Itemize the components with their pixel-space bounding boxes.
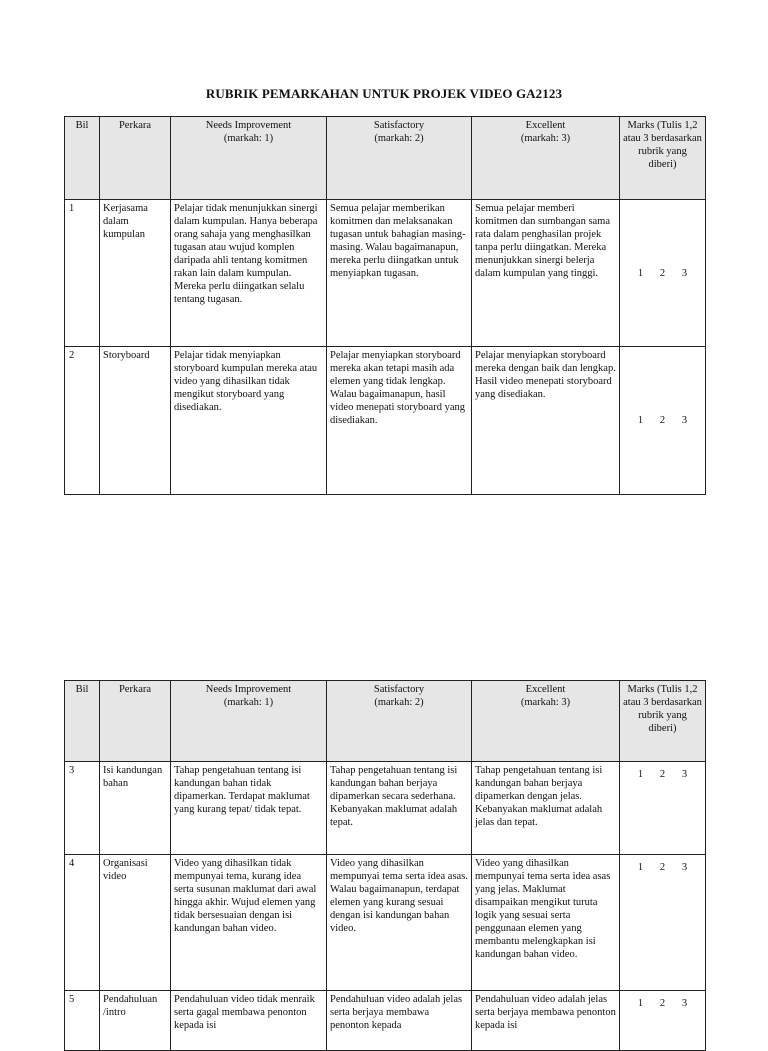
mark-option-2[interactable]: 2: [659, 862, 666, 873]
row-satisfactory: Video yang dihasilkan mempunyai tema serta idea asas. Walau bagaimanapun, terdapat elemen yang kurang sesuai dengan isi kandungan bahan video.: [327, 855, 472, 991]
row-perkara: Storyboard: [100, 347, 171, 495]
mark-option-3[interactable]: 3: [681, 769, 688, 780]
row-needs-improvement: Pelajar tidak menyiapkan storyboard kumpulan mereka atau video yang dihasilkan tidak mengikut storyboard yang disediakan.: [171, 347, 327, 495]
header-satisfactory: Satisfactory (markah: 2): [327, 117, 472, 200]
mark-option-2[interactable]: 2: [659, 769, 666, 780]
table-row: [65, 762, 706, 855]
table-row: [65, 855, 706, 991]
header-satisfactory: Satisfactory (markah: 2): [327, 681, 472, 762]
marks-options[interactable]: [620, 855, 706, 991]
mark-option-3[interactable]: 3: [681, 267, 688, 279]
row-excellent: Pendahuluan video adalah jelas serta berjaya membawa penonton kepada isi: [472, 991, 620, 1051]
header-excellent: Excellent (markah: 3): [472, 117, 620, 200]
document-title: RUBRIK PEMARKAHAN UNTUK PROJEK VIDEO GA2123: [205, 86, 563, 101]
row-bil: 2: [65, 347, 100, 495]
row-needs-improvement: Pendahuluan video tidak menraik serta gagal membawa penonton kepada isi: [171, 991, 327, 1051]
header-perkara: Perkara: [100, 117, 171, 200]
row-bil: 4: [65, 855, 100, 991]
table-row: [65, 200, 706, 347]
mark-option-2[interactable]: 2: [659, 998, 666, 1009]
row-satisfactory: Pendahuluan video adalah jelas serta berjaya membawa penonton kepada: [327, 991, 472, 1051]
header-needs-improvement: Needs Improvement (markah: 1): [171, 117, 327, 200]
mark-option-1[interactable]: 1: [637, 769, 644, 780]
header-marks: Marks (Tulis 1,2 atau 3 berdasarkan rubrik yang diberi): [620, 117, 706, 200]
header-needs-improvement: Needs Improvement (markah: 1): [171, 681, 327, 762]
table-row: [65, 347, 706, 495]
table-header-row: [65, 681, 706, 762]
row-excellent: Semua pelajar memberi komitmen dan sumbangan sama rata dalam penghasilan projek tanpa perlu diingatkan. Mereka menunjukkan sinergi belerja dalam kumpulan yang tinggi.: [472, 200, 620, 347]
header-bil: Bil: [65, 117, 100, 200]
header-marks: Marks (Tulis 1,2 atau 3 berdasarkan rubrik yang diberi): [620, 681, 706, 762]
marks-options[interactable]: [620, 762, 706, 855]
mark-option-3[interactable]: 3: [681, 862, 688, 873]
header-excellent: Excellent (markah: 3): [472, 681, 620, 762]
rubric-table-1: [64, 116, 706, 495]
marks-options[interactable]: [620, 200, 706, 347]
row-excellent: Tahap pengetahuan tentang isi kandungan bahan berjaya dipamerkan dengan jelas. Kebanyakan maklumat adalah jelas dan tepat.: [472, 762, 620, 855]
mark-option-1[interactable]: 1: [637, 267, 644, 279]
mark-option-3[interactable]: 3: [681, 415, 688, 426]
row-needs-improvement: Pelajar tidak menunjukkan sinergi dalam kumpulan. Hanya beberapa orang sahaja yang menghasilkan tugasan atau wujud komplen daripada ahli tentang komitmen rakan lain dalam kumpulan. Mereka perlu diingatkan selalu tentang tugasan.: [171, 200, 327, 347]
marks-options[interactable]: [620, 991, 706, 1051]
header-bil: Bil: [65, 681, 100, 762]
row-perkara: Kerjasama dalam kumpulan: [100, 200, 171, 347]
row-needs-improvement: Tahap pengetahuan tentang isi kandungan bahan tidak dipamerkan. Terdapat maklumat yang kurang tepat/ tidak tepat.: [171, 762, 327, 855]
row-perkara: Isi kandungan bahan: [100, 762, 171, 855]
mark-option-1[interactable]: 1: [637, 998, 644, 1009]
rubric-table-2: [64, 680, 706, 1051]
row-perkara: Organisasi video: [100, 855, 171, 991]
mark-option-2[interactable]: 2: [659, 267, 666, 279]
row-perkara: Pendahuluan /intro: [100, 991, 171, 1051]
mark-option-1[interactable]: 1: [637, 415, 644, 426]
row-satisfactory: Pelajar menyiapkan storyboard mereka akan tetapi masih ada elemen yang tidak lengkap. Walau bagaimanapun, hasil video menepati storyboard yang disediakan.: [327, 347, 472, 495]
table-header-row: [65, 117, 706, 200]
row-needs-improvement: Video yang dihasilkan tidak mempunyai tema, kurang idea serta susunan maklumat dari awal hingga akhir. Wujud elemen yang tidak bersesuaian dengan isi kandungan bahan video.: [171, 855, 327, 991]
row-bil: 5: [65, 991, 100, 1051]
row-bil: 1: [65, 200, 100, 347]
table-row: [65, 991, 706, 1051]
marks-options[interactable]: [620, 347, 706, 495]
row-satisfactory: Tahap pengetahuan tentang isi kandungan bahan berjaya dipamerkan secara sederhana. Kebanyakan maklumat adalah tepat.: [327, 762, 472, 855]
row-bil: 3: [65, 762, 100, 855]
mark-option-3[interactable]: 3: [681, 998, 688, 1009]
header-perkara: Perkara: [100, 681, 171, 762]
mark-option-2[interactable]: 2: [659, 415, 666, 426]
row-excellent: Video yang dihasilkan mempunyai tema serta idea asas yang jelas. Maklumat disampaikan mengikut turuta logik yang sesuai serta penggunaan elemen yang membantu melengkapkan isi kandungan bahan video.: [472, 855, 620, 991]
mark-option-1[interactable]: 1: [637, 862, 644, 873]
row-satisfactory: Semua pelajar memberikan komitmen dan melaksanakan tugasan untuk bahagian masing-masing. Walau bagaimanapun, mereka perlu diingatkan untuk menyiapkan tugasan.: [327, 200, 472, 347]
row-excellent: Pelajar menyiapkan storyboard mereka dengan baik dan lengkap. Hasil video menepati storyboard yang disediakan.: [472, 347, 620, 495]
